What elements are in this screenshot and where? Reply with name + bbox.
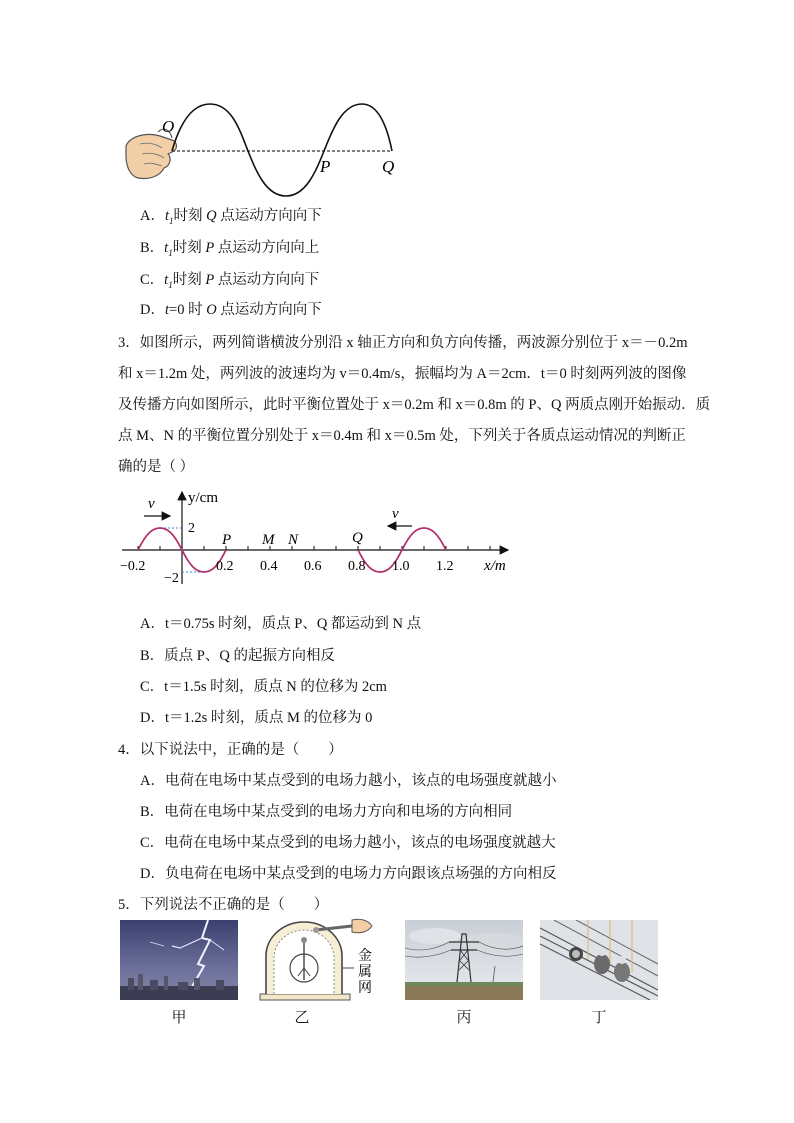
mesh-label-char-1: 金 <box>358 949 372 964</box>
q4-option-c[interactable]: C．电荷在电场中某点受到的电场力越小，该点的电场强度就越大 <box>140 835 556 851</box>
image-transmission-tower <box>405 920 523 1000</box>
x-tick-label: −0.2 <box>120 559 146 574</box>
velocity-label-right: v <box>392 506 399 522</box>
q3-stem-line-3: 及传播方向如图所示，此时平衡位置处于 x＝0.2m 和 x＝0.8m 的 P、Q 两质点刚开始振动．质 <box>118 397 711 413</box>
q3-option-c[interactable]: C．t＝1.5s 时刻，质点 N 的位移为 2cm <box>140 679 387 695</box>
q2-option-d[interactable]: D．t=0 时 O 点运动方向向下 <box>140 302 322 318</box>
q4-option-b[interactable]: B．电荷在电场中某点受到的电场力方向和电场的方向相同 <box>140 804 513 820</box>
hand-icon <box>126 129 177 178</box>
q3-stem-line-1: 3．如图所示，两列简谐横波分别沿 x 轴正方向和负方向传播，两波源分别位于 x＝－0.2m <box>118 335 688 351</box>
point-P: P <box>222 532 232 548</box>
y-tick-neg: −2 <box>164 571 179 586</box>
velocity-label-left: v <box>148 496 155 512</box>
wave-figure-2 <box>116 486 526 586</box>
image-electroscope-mesh <box>256 918 388 1002</box>
point-N: N <box>288 532 299 548</box>
caption-ding: 丁 <box>591 1010 607 1026</box>
x-tick-label: 0.4 <box>260 559 278 574</box>
image-line-workers <box>540 920 658 1000</box>
q3-option-b[interactable]: B．质点 P、Q 的起振方向相反 <box>140 648 335 664</box>
mesh-label-char-2: 属 <box>358 965 372 980</box>
x-tick-label: 0.8 <box>348 559 366 574</box>
q2-option-a[interactable]: A．$t_1$时刻 Q 点运动方向向下 <box>140 208 322 226</box>
point-M: M <box>262 532 275 548</box>
caption-jia: 甲 <box>171 1010 187 1026</box>
label-P: P <box>320 157 331 176</box>
q2-option-c[interactable]: C．$t_1$时刻 P 点运动方向向下 <box>140 272 320 290</box>
q5-stem: 5．下列说法不正确的是（ ） <box>118 897 329 913</box>
x-tick-label: 0.2 <box>216 559 234 574</box>
q3-option-d[interactable]: D．t＝1.2s 时刻，质点 M 的位移为 0 <box>140 710 373 726</box>
q3-stem-line-5: 确的是（ ） <box>118 459 195 475</box>
x-axis-label: x/m <box>484 558 506 574</box>
caption-bing: 丙 <box>456 1010 472 1026</box>
x-tick-label: 1.0 <box>392 559 410 574</box>
mesh-label-char-3: 网 <box>358 981 372 996</box>
q2-option-b[interactable]: B．$t_1$时刻 P 点运动方向向上 <box>140 240 320 258</box>
q4-option-d[interactable]: D．负电荷在电场中某点受到的电场力方向跟该点场强的方向相反 <box>140 866 557 882</box>
q4-stem: 4．以下说法中，正确的是（ ） <box>118 742 343 758</box>
q3-stem-line-2: 和 x＝1.2m 处，两列波的波速均为 v＝0.4m/s，振幅均为 A＝2cm．t＝0 时刻两列波的图像 <box>118 366 687 382</box>
q3-option-a[interactable]: A．t＝0.75s 时刻，质点 P、Q 都运动到 N 点 <box>140 616 422 632</box>
x-tick-label: 1.2 <box>436 559 454 574</box>
y-tick-pos: 2 <box>188 521 195 536</box>
point-Q: Q <box>352 530 363 546</box>
caption-yi: 乙 <box>294 1010 310 1026</box>
image-lightning-city <box>120 920 238 1000</box>
y-axis-label: y/cm <box>188 490 218 506</box>
q4-option-a[interactable]: A．电荷在电场中某点受到的电场力越小，该点的电场强度就越小 <box>140 773 557 789</box>
sine-wave <box>172 104 395 196</box>
x-tick-label: 0.6 <box>304 559 322 574</box>
wave-figure-1 <box>120 96 420 204</box>
q3-stem-line-4: 点 M、N 的平衡位置分别处于 x＝0.4m 和 x＝0.5m 处，下列关于各质点运动情况的判断正 <box>118 428 686 444</box>
label-Q: Q <box>382 157 395 176</box>
label-O: O <box>162 117 175 136</box>
